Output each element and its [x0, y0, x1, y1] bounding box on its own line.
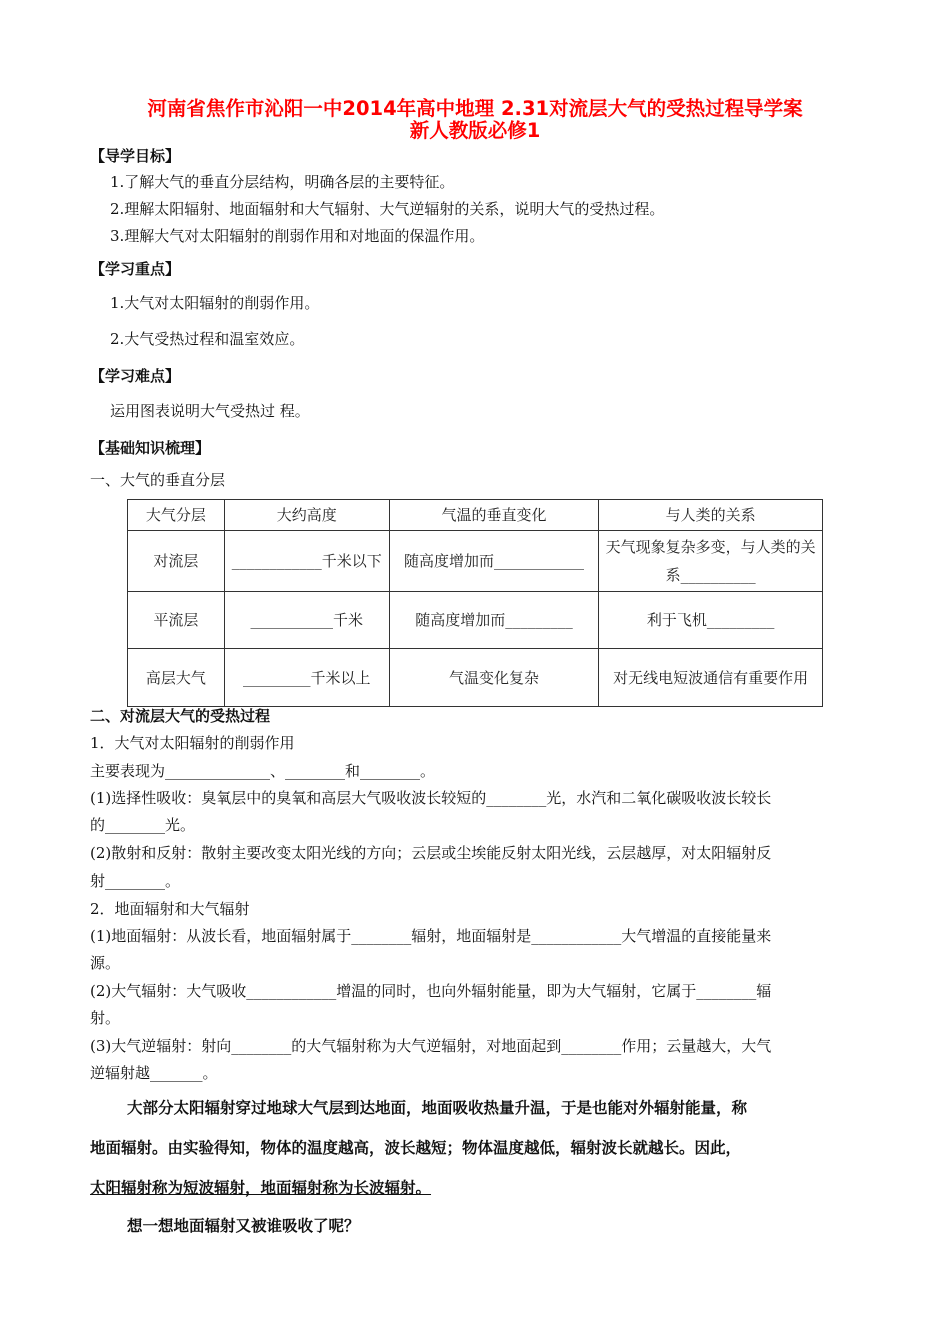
section1-title: 一、大气的垂直分层 [90, 471, 226, 489]
table-cell: ___________千米 [224, 592, 389, 649]
section2-title: 二、对流层大气的受热过程 [90, 707, 271, 725]
table-header-cell: 气温的垂直变化 [389, 500, 599, 531]
table-header-row [128, 500, 823, 531]
table-cell: 随高度增加而_________ [389, 592, 599, 649]
ground-radiation-line2: 源。 [90, 954, 121, 972]
ground-radiation-line1: (1)地面辐射：从波长看，地面辐射属于________辐射，地面辐射是____________大气增温的直接能量来 [90, 927, 772, 945]
table-cell: 气温变化复杂 [389, 649, 599, 707]
document-title-line2: 新人教版必修1 [409, 119, 541, 142]
goal-item-2: 2.理解太阳辐射、地面辐射和大气辐射、大气逆辐射的关系，说明大气的受热过程。 [110, 200, 665, 218]
atmospheric-radiation-line1: (2)大气辐射：大气吸收____________增温的同时，也向外辐射能量，即为大气辐射，它属于________辐 [90, 982, 772, 1000]
table-cell: 对流层 [128, 531, 225, 592]
key-point-1: 1.大气对太阳辐射的削弱作用。 [110, 294, 320, 312]
table-cell: 高层大气 [128, 649, 225, 707]
key-point-2: 2.大气受热过程和温室效应。 [110, 330, 305, 348]
atmosphere-layers-table [127, 499, 823, 707]
table-header-cell: 大约高度 [224, 500, 389, 531]
explanation-line1: 大部分太阳辐射穿过地球大气层到达地面，地面吸收热量升温，于是也能对外辐射能量，称 [127, 1098, 748, 1117]
table-cell: ____________千米以下 [224, 531, 389, 592]
think-question: 想一想地面辐射又被谁吸收了呢？ [127, 1216, 360, 1235]
table-header-cell: 大气分层 [128, 500, 225, 531]
table-row [128, 649, 823, 707]
goals-heading: 【导学目标】 [90, 147, 181, 165]
difficulties-text: 运用图表说明大气受热过 程。 [110, 402, 310, 420]
main-forms-text: 主要表现为______________、________和________。 [90, 762, 436, 780]
scatter-line1: (2)散射和反射：散射主要改变太阳光线的方向；云层或尘埃能反射太阳光线，云层越厚，对太阳辐射反 [90, 844, 772, 862]
section2-sub1: 1．大气对太阳辐射的削弱作用 [90, 734, 295, 752]
table-cell: 随高度增加而____________ [389, 531, 599, 592]
counter-radiation-line2: 逆辐射越_______。 [90, 1064, 218, 1082]
table-cell: 平流层 [128, 592, 225, 649]
explanation-line2: 地面辐射。由实验得知，物体的温度越高，波长越短；物体温度越低，辐射波长就越长。因此， [90, 1138, 742, 1157]
selective-absorption-line2: 的________光。 [90, 816, 196, 834]
table-header-cell: 与人类的关系 [599, 500, 823, 531]
section2-sub2: 2．地面辐射和大气辐射 [90, 900, 250, 918]
difficulties-heading: 【学习难点】 [90, 367, 181, 385]
key-points-heading: 【学习重点】 [90, 260, 181, 278]
explanation-line3: 太阳辐射称为短波辐射，地面辐射称为长波辐射。 [90, 1178, 432, 1197]
table-row [128, 531, 823, 592]
goal-item-1: 1.了解大气的垂直分层结构，明确各层的主要特征。 [110, 173, 455, 191]
table-cell: 天气现象复杂多变，与人类的关系__________ [599, 531, 823, 592]
basics-heading: 【基础知识梳理】 [90, 439, 211, 457]
atmospheric-radiation-line2: 射。 [90, 1009, 121, 1027]
table-cell: 利于飞机_________ [599, 592, 823, 649]
counter-radiation-line1: (3)大气逆辐射：射向________的大气辐射称为大气逆辐射，对地面起到________作用；云量越大，大气 [90, 1037, 772, 1055]
table-cell: _________千米以上 [224, 649, 389, 707]
goal-item-3: 3.理解大气对太阳辐射的削弱作用和对地面的保温作用。 [110, 227, 485, 245]
scatter-line2: 射________。 [90, 872, 181, 890]
table-cell: 对无线电短波通信有重要作用 [599, 649, 823, 707]
selective-absorption-line1: (1)选择性吸收：臭氧层中的臭氧和高层大气吸收波长较短的________光，水汽和二氧化碳吸收波长较长 [90, 789, 772, 807]
document-title-line1: 河南省焦作市沁阳一中2014年高中地理 2.31对流层大气的受热过程导学案 [147, 97, 803, 120]
table-row [128, 592, 823, 649]
